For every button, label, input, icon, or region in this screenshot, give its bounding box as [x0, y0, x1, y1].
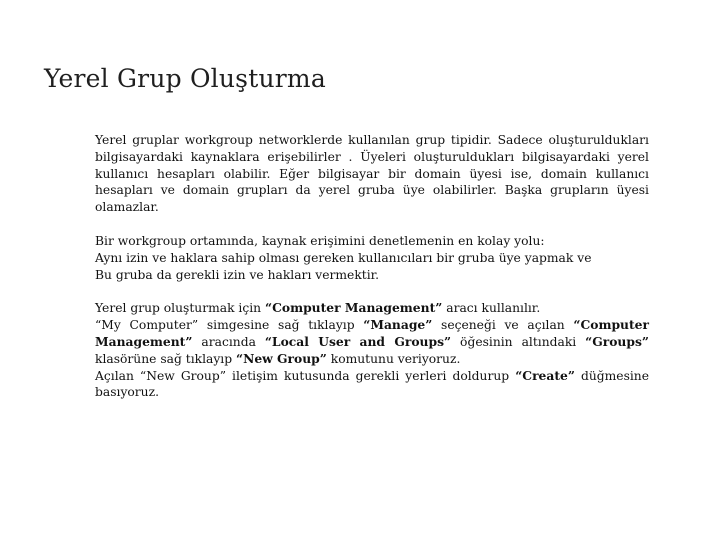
workgroup-line-2: Aynı izin ve haklara sahip olması gereken kullanıcıları bir gruba üye yapmak ve — [95, 250, 592, 265]
text-segment: Açılan “New Group” iletişim kutusunda gerekli yerleri doldurup — [95, 368, 516, 383]
create-line-1 — [95, 300, 649, 317]
slide-content — [95, 132, 649, 418]
paragraph-local-groups: Yerel gruplar workgroup networklerde kullanılan grup tipidir. Sadece oluşturuldukları bilgisayardaki kaynaklara erişebilirler . Üyeleri oluşturuldukları bilgisayardaki yerel kullanıcı hesapları olabilir. Eğer bilgisayar bir domain üyesi ise, domain kullanıcı hesapları ve domain grupları da yerel gruba üye olabilirler. Başka grupların üyesi olamazlar. — [95, 133, 649, 215]
local-user-groups-label: “Local User and Groups” — [264, 333, 452, 349]
text-segment: seçeneği ve açılan — [432, 318, 574, 333]
text-segment: düğmesine basıyoruz. — [95, 368, 650, 400]
groups-label: “Groups” — [585, 333, 649, 349]
create-label: “Create” — [515, 367, 575, 383]
slide-title: Yerel Grup Oluşturma — [44, 64, 326, 93]
text-segment: öğesinin altındaki — [451, 334, 586, 349]
paragraph-create-group — [95, 300, 649, 401]
paragraph-workgroup — [95, 233, 649, 283]
create-line-2 — [95, 317, 649, 367]
create-line-3 — [95, 368, 649, 402]
new-group-label: “New Group” — [236, 350, 327, 366]
workgroup-line-3: Bu gruba da gerekli izin ve hakları vermektir. — [95, 267, 380, 282]
workgroup-line-1: Bir workgroup ortamında, kaynak erişimini denetlemenin en kolay yolu: — [95, 233, 545, 248]
text-segment: aracında — [192, 334, 265, 349]
computer-management-label: “Computer Management” — [95, 317, 649, 349]
text-segment: Yerel grup oluşturmak için — [95, 301, 266, 316]
text-segment: komutunu veriyoruz. — [326, 351, 461, 366]
computer-management-label: “Computer Management” — [265, 300, 443, 316]
text-segment: klasörüne sağ tıklayıp — [95, 351, 237, 366]
text-segment: “My Computer” simgesine sağ tıklayıp — [95, 318, 364, 333]
text-segment: aracı kullanılır. — [442, 301, 541, 316]
manage-label: “Manage” — [363, 317, 433, 333]
